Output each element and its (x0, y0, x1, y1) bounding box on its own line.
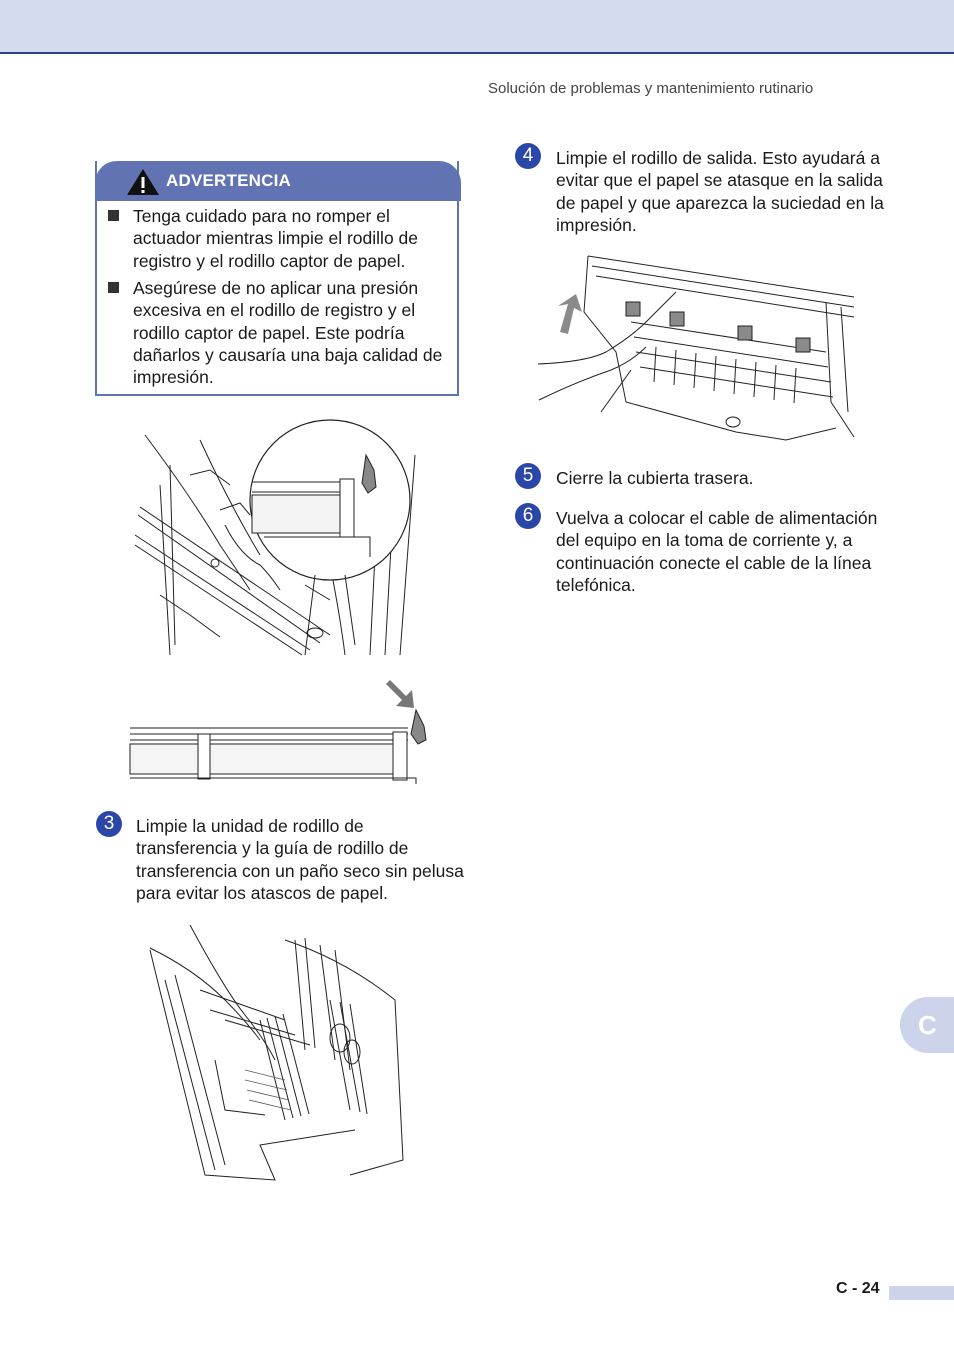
transfer-roller-illustration (145, 920, 415, 1185)
step-text: Limpie el rodillo de salida. Esto ayudará a evitar que el papel se atasque en la salida de papel y que aparezca la suciedad en la impresión. (556, 148, 884, 235)
step-text: Vuelva a colocar el cable de alimentación del equipo en la toma de corriente y, a continuación conecte el cable de la línea telefónica. (556, 508, 878, 595)
step-text: Cierre la cubierta trasera. (556, 468, 754, 488)
bullet-square-icon (108, 282, 119, 293)
arrow-up-icon (558, 294, 582, 334)
arrow-down-right-icon (386, 680, 414, 708)
warning-triangle-icon (125, 167, 161, 197)
registration-roller-illustration (130, 415, 420, 660)
step-text: Limpie la unidad de rodillo de transferencia y la guía de rodillo de transferencia con un paño seco sin pelusa para evitar los atascos de papel. (136, 816, 464, 903)
step-number-badge: 5 (515, 463, 541, 489)
roller-detail-illustration (128, 674, 428, 784)
warning-item-text: Asegúrese de no aplicar una presión excesiva en el rodillo de registro y el rodillo captor de papel. Este podría dañarlos y causaría una baja calidad de impresión. (133, 278, 443, 388)
top-header-band (0, 0, 954, 54)
step-number-badge: 3 (96, 811, 122, 837)
exit-roller-illustration (536, 252, 858, 444)
running-header: Solución de problemas y mantenimiento rutinario (488, 80, 814, 97)
bullet-square-icon (108, 210, 119, 221)
step-number-badge: 4 (515, 143, 541, 169)
warning-title: ADVERTENCIA (166, 171, 291, 190)
step-number-badge: 6 (515, 503, 541, 529)
chapter-side-tab-label: C (918, 1010, 937, 1040)
page-number: C - 24 (836, 1280, 880, 1297)
warning-item-text: Tenga cuidado para no romper el actuador mientras limpie el rodillo de registro y el rodillo captor de papel. (133, 206, 418, 271)
footer-bar (889, 1286, 954, 1300)
